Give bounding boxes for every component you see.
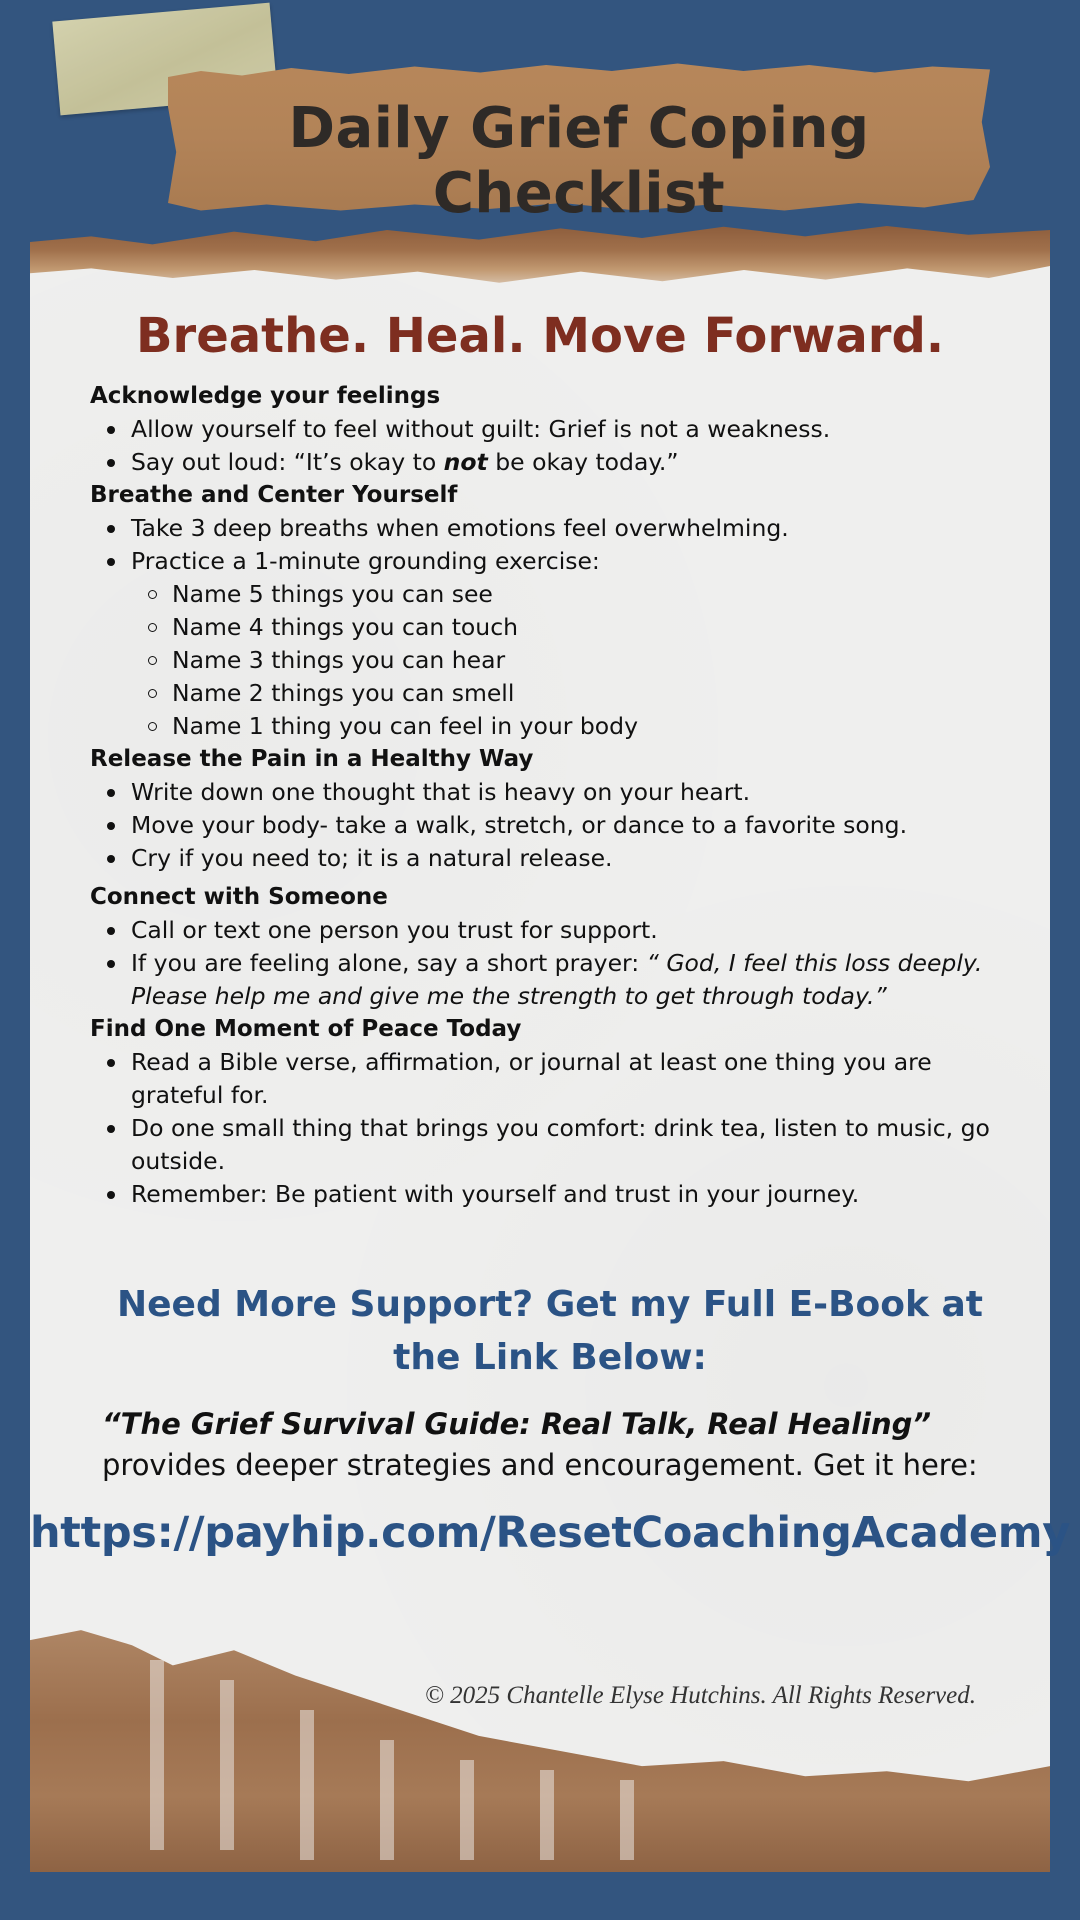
list-item: Take 3 deep breaths when emotions feel overwhelming.: [131, 512, 1020, 545]
cardboard-stripe: [220, 1680, 234, 1850]
copyright-notice: [425, 1682, 976, 1710]
page-title: Daily Grief Coping Checklist: [288, 96, 870, 226]
cardboard-stripe: [460, 1760, 474, 1860]
list-item: [131, 545, 1020, 743]
list-item: Cry if you need to; it is a natural release.: [131, 842, 1020, 875]
cardboard-stripe: [150, 1660, 164, 1850]
section-title: Acknowledge your feelings: [90, 383, 441, 409]
support-heading: Need More Support? Get my Full E-Book at the Link Below:: [116, 1284, 983, 1378]
sub-list-item: Name 2 things you can smell: [172, 677, 1020, 710]
list-item: [131, 446, 1020, 479]
cardboard-stripe: [380, 1740, 394, 1860]
section-connect: [90, 881, 1020, 1013]
book-title: “The Grief Survival Guide: Real Talk, Real Healing”: [102, 1407, 932, 1441]
list-item-text: Say out loud: “It’s okay to: [131, 448, 444, 476]
section-title: Connect with Someone: [90, 884, 388, 910]
section-title: Breathe and Center Yourself: [90, 482, 458, 508]
book-text: provides deeper strategies and encouragement. Get it here:: [102, 1448, 978, 1482]
list-item: Read a Bible verse, affirmation, or journal at least one thing you are grateful for.: [131, 1046, 1020, 1112]
book-description: [102, 1404, 1002, 1486]
list-item-text: If you are feeling alone, say a short prayer:: [131, 949, 647, 977]
cardboard-stripe: [620, 1780, 634, 1860]
emphasis-text: not: [443, 448, 488, 476]
list-item: Do one small thing that brings you comfort: drink tea, listen to music, go outside.: [131, 1112, 1020, 1178]
section-acknowledge: [90, 380, 1020, 479]
section-title: Find One Moment of Peace Today: [90, 1016, 522, 1042]
section-title: Release the Pain in a Healthy Way: [90, 746, 534, 772]
section-breathe: [90, 479, 1020, 743]
list-item: Allow yourself to feel without guilt: Grief is not a weakness.: [131, 413, 1020, 446]
list-item: Call or text one person you trust for support.: [131, 914, 1020, 947]
checklist: [90, 380, 1020, 1211]
cardboard-stripe: [300, 1710, 314, 1860]
list-item: [131, 947, 1020, 1013]
copyright-icon: ©: [424, 1682, 444, 1709]
sub-list-item: Name 3 things you can hear: [172, 644, 1020, 677]
ebook-link[interactable]: https://payhip.com/ResetCoachingAcademy: [30, 1508, 1071, 1558]
list-item: Remember: Be patient with yourself and trust in your journey.: [131, 1178, 1020, 1211]
list-item-text: be okay today.”: [487, 448, 679, 476]
sub-list-item: Name 4 things you can touch: [172, 611, 1020, 644]
copyright-text: 2025 Chantelle Elyse Hutchins. All Rights Reserved.: [443, 1682, 976, 1709]
list-item: Write down one thought that is heavy on your heart.: [131, 776, 1020, 809]
section-peace: [90, 1013, 1020, 1211]
list-item-text: Practice a 1-minute grounding exercise:: [131, 547, 600, 575]
cardboard-stripe: [540, 1770, 554, 1860]
list-item: Move your body- take a walk, stretch, or dance to a favorite song.: [131, 809, 1020, 842]
sub-list-item: Name 1 thing you can feel in your body: [172, 710, 1020, 743]
tagline-heading: Breathe. Heal. Move Forward.: [135, 308, 945, 364]
section-release: [90, 743, 1020, 875]
prayer-quote: “ God, I feel this loss deeply. Please help me and give me the strength to get through today.”: [131, 949, 983, 1010]
sub-list-item: Name 5 things you can see: [172, 578, 1020, 611]
